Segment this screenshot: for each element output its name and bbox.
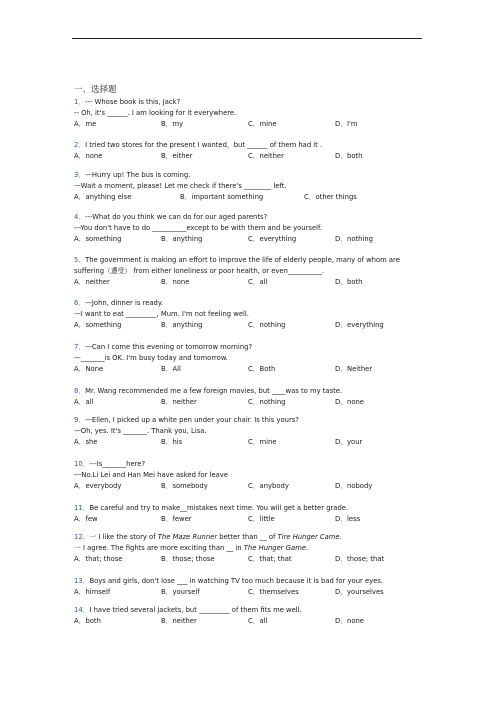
- option-c[interactable]: C．mine: [248, 438, 277, 446]
- option-d[interactable]: D．Neither: [335, 365, 373, 373]
- option-b[interactable]: B．yourself: [161, 588, 200, 596]
- option-d[interactable]: D．I'm: [335, 120, 358, 128]
- option-b[interactable]: B．important something: [180, 193, 264, 201]
- question-line-start: 一 I agree. The fights are more exciting than __ in: [74, 544, 244, 552]
- option-a[interactable]: A．something: [74, 321, 122, 329]
- question-line: —Wait a moment, please! Let me check if there's ________ left.: [74, 182, 287, 190]
- option-b[interactable]: B．neither: [161, 617, 197, 625]
- options-row: [74, 397, 434, 408]
- option-b[interactable]: B．anything: [161, 321, 203, 329]
- option-c[interactable]: C．Both: [248, 365, 276, 373]
- options-row: [74, 587, 434, 598]
- question-number: 12．: [74, 533, 90, 541]
- question-number: 10．: [74, 460, 90, 468]
- question-stem: —Can I come this evening or tomorrow morning?: [85, 343, 253, 351]
- option-a[interactable]: A．that; those: [74, 555, 123, 563]
- question-number: 6．: [74, 299, 86, 307]
- question-stem: Boys and girls, don't lose ___ in watching TV too much because it is bad for your eyes.: [89, 577, 384, 585]
- question-line: —_______is OK. I'm busy today and tomorrow.: [74, 354, 228, 362]
- question-stem-mid: better than __ of: [217, 533, 278, 541]
- question-stem: --- Whose book is this, Jack?: [85, 98, 181, 106]
- question-12: [74, 532, 434, 565]
- question-stem: —Hurry up! The bus is coming.: [85, 171, 191, 179]
- option-a[interactable]: A．all: [74, 398, 94, 406]
- question-number: 4．: [74, 213, 86, 221]
- option-c[interactable]: C．neither: [248, 152, 284, 160]
- question-number: 13．: [74, 577, 90, 585]
- option-c[interactable]: C．anybody: [248, 482, 289, 490]
- book-title: The Maze Runner: [157, 533, 218, 541]
- option-a[interactable]: A．something: [74, 235, 122, 243]
- option-a[interactable]: A．everybody: [74, 482, 122, 490]
- options-row: [74, 481, 434, 492]
- question-5: [74, 255, 434, 288]
- option-a[interactable]: A．none: [74, 152, 103, 160]
- question-number: 11．: [74, 504, 90, 512]
- question-number: 8．: [74, 387, 86, 395]
- question-line-end: .: [306, 544, 309, 552]
- options-row: [74, 437, 434, 448]
- question-3: [74, 170, 434, 203]
- option-a[interactable]: A．she: [74, 438, 98, 446]
- question-13: [74, 576, 434, 598]
- question-line: suffering（遭受） from either loneliness or poor health, or even__________.: [74, 267, 325, 275]
- option-c[interactable]: C．all: [248, 278, 268, 286]
- options-row: [74, 616, 434, 627]
- option-c[interactable]: C．nothing: [248, 321, 286, 329]
- question-stem: I have tried several jackets, but _________ of them fits me well.: [89, 606, 302, 614]
- option-c[interactable]: C．nothing: [248, 398, 286, 406]
- question-line: ---No.Li Lei and Han Mei have asked for leave: [74, 471, 229, 479]
- option-d[interactable]: D．nothing: [335, 235, 373, 243]
- question-8: [74, 386, 434, 408]
- option-b[interactable]: B．those; those: [161, 555, 215, 563]
- question-14: [74, 605, 434, 627]
- option-a[interactable]: A．me: [74, 120, 97, 128]
- options-row: [74, 234, 434, 245]
- question-4: [74, 212, 434, 245]
- header-rule: [72, 38, 422, 39]
- question-number: 5．: [74, 256, 86, 264]
- option-b[interactable]: B．fewer: [161, 515, 192, 523]
- question-number: 3．: [74, 171, 86, 179]
- option-b[interactable]: B．somebody: [161, 482, 208, 490]
- question-stem: The government is making an effort to improve the life of elderly people, many of whom are: [85, 256, 400, 264]
- book-title: The Hunger Game: [243, 544, 306, 552]
- option-c[interactable]: C．mine: [248, 120, 277, 128]
- question-stem-end: .: [339, 533, 342, 541]
- question-stem: I tried two stores for the present I wanted，but ______ of them had it .: [85, 141, 323, 149]
- book-title: Tire Hunger Came: [277, 533, 340, 541]
- question-11: [74, 503, 434, 525]
- option-c[interactable]: C．little: [248, 515, 275, 523]
- question-6: [74, 298, 434, 331]
- option-b[interactable]: B．none: [161, 278, 190, 286]
- option-d[interactable]: D．everything: [335, 321, 384, 329]
- option-d[interactable]: D．yourselves: [335, 588, 384, 596]
- option-a[interactable]: A．neither: [74, 278, 110, 286]
- question-2: [74, 140, 434, 162]
- option-a[interactable]: A．himself: [74, 588, 111, 596]
- question-1: [74, 97, 434, 130]
- option-c[interactable]: C．all: [248, 617, 268, 625]
- question-stem: Be careful and try to make__mistakes next time. You will get a better grade.: [89, 504, 349, 512]
- question-stem-start: 一 I like the story of: [89, 533, 158, 541]
- question-number: 7．: [74, 343, 86, 351]
- options-row: [74, 514, 434, 525]
- option-b[interactable]: B．either: [161, 152, 193, 160]
- options-row: [74, 192, 434, 203]
- option-d[interactable]: D．both: [335, 152, 363, 160]
- option-b[interactable]: B．anything: [161, 235, 203, 243]
- options-row: [74, 554, 434, 565]
- options-row: [74, 151, 434, 162]
- question-7: [74, 342, 434, 375]
- question-number: 1．: [74, 98, 86, 106]
- option-c[interactable]: C．themselves: [248, 588, 299, 596]
- question-line: —I want to eat _________, Mum. I'm not feeling well.: [74, 310, 249, 318]
- question-line: —Oh, yes. It's _______. Thank you, Lisa.: [74, 427, 207, 435]
- option-b[interactable]: B．my: [161, 120, 184, 128]
- question-number: 9．: [74, 416, 86, 424]
- options-row: [74, 364, 434, 375]
- question-line: ---You don't have to do __________except to be with them and be yourself.: [74, 224, 323, 232]
- question-stem: —John, dinner is ready.: [85, 299, 164, 307]
- question-number: 14．: [74, 606, 90, 614]
- question-stem: Mr. Wang recommended me a few foreign movies, but ____was to my taste.: [85, 387, 343, 395]
- option-d[interactable]: D．both: [335, 278, 363, 286]
- question-stem: ---Is_______here?: [89, 460, 146, 468]
- option-d[interactable]: D．none: [335, 617, 364, 625]
- option-d[interactable]: D．those; that: [335, 555, 385, 563]
- option-d[interactable]: D．nobody: [335, 482, 373, 490]
- option-c[interactable]: C．that; that: [248, 555, 292, 563]
- options-row: [74, 320, 434, 331]
- options-row: [74, 119, 434, 130]
- option-c[interactable]: C．everything: [248, 235, 297, 243]
- option-b[interactable]: B．neither: [161, 398, 197, 406]
- question-line: -- Oh, it's ______. I am looking for it everywhere.: [74, 109, 237, 117]
- option-b[interactable]: B．his: [161, 438, 183, 446]
- option-d[interactable]: D．none: [335, 398, 364, 406]
- option-d[interactable]: D．less: [335, 515, 361, 523]
- question-stem: ---What do you think we can do for our aged parents?: [85, 213, 268, 221]
- option-c[interactable]: C．other things: [304, 193, 357, 201]
- question-number: 2．: [74, 141, 86, 149]
- option-b[interactable]: B．All: [161, 365, 181, 373]
- option-a[interactable]: A．anything else: [74, 193, 132, 201]
- question-10: [74, 459, 434, 492]
- option-a[interactable]: A．None: [74, 365, 104, 373]
- option-d[interactable]: D．your: [335, 438, 363, 446]
- options-row: [74, 277, 434, 288]
- option-a[interactable]: A．few: [74, 515, 98, 523]
- question-9: [74, 415, 434, 448]
- option-a[interactable]: A．both: [74, 617, 101, 625]
- section-title: 一、选择题: [74, 85, 117, 95]
- question-stem: —Ellen, I picked up a white pen under your chair. Is this yours?: [85, 416, 299, 424]
